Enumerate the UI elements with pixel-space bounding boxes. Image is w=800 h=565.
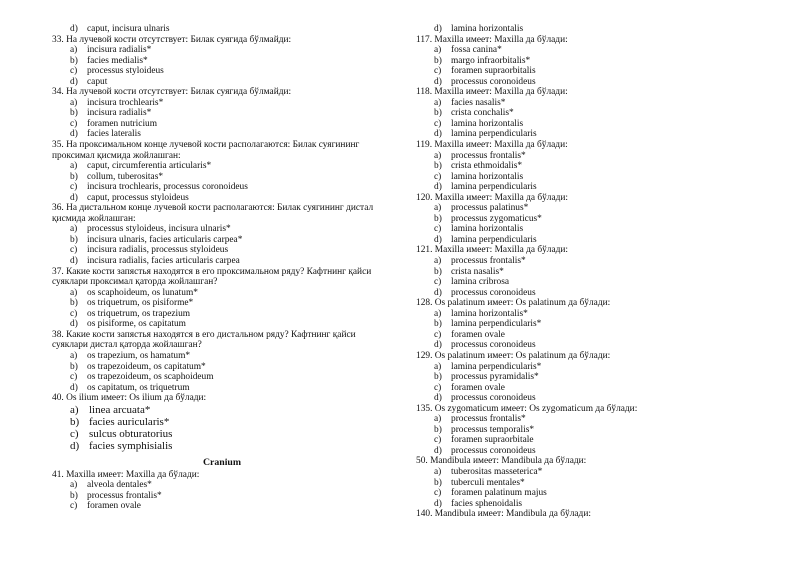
answer-option — [416, 235, 776, 246]
option-letter: a) — [70, 161, 78, 172]
answer-option — [52, 182, 392, 193]
option-letter: b) — [70, 171, 78, 182]
option-letter: c) — [70, 118, 78, 129]
answer-option — [52, 491, 392, 502]
option-letter: b) — [70, 108, 78, 119]
option-text: linea arcuata* — [89, 403, 151, 416]
option-letter: d) — [434, 498, 442, 509]
answer-option — [416, 267, 776, 278]
option-text: facies lateralis — [87, 129, 141, 140]
option-letter: a) — [434, 414, 442, 425]
option-letter: d) — [70, 382, 78, 393]
option-text: foramen ovale — [451, 329, 505, 340]
answer-option — [52, 245, 392, 256]
question-text: 129. Os palatinum имеет: Os palatinum да бўлади: — [416, 350, 611, 361]
option-letter: b) — [434, 372, 442, 383]
option-letter: a) — [70, 97, 78, 108]
option-letter: d) — [434, 234, 442, 245]
option-text: alveola dentales* — [87, 480, 152, 491]
option-letter: c) — [70, 245, 78, 256]
answer-option — [52, 224, 392, 235]
option-text: os scaphoideum, os lunatum* — [87, 287, 198, 298]
answer-option — [416, 383, 776, 394]
answer-option — [52, 256, 392, 267]
option-letter: a) — [70, 45, 78, 56]
option-text: processus frontalis* — [451, 414, 526, 425]
option-letter: d) — [70, 24, 78, 34]
answer-option — [416, 161, 776, 172]
section-heading: Cranium — [202, 456, 242, 468]
option-text: fossa canina* — [451, 45, 502, 56]
option-letter: a) — [434, 466, 442, 477]
option-text: incisura trochlearis, processus coronoideus — [87, 182, 248, 193]
option-letter: c) — [70, 427, 79, 440]
question-text: 38. Какие кости запястья находятся в его дистальном ряду? Кафтнинг қайси суяклари дистал қаторда жойлашган? — [52, 329, 356, 351]
answer-option — [416, 66, 776, 77]
question-text: 37. Какие кости запястья находятся в его проксимальном ряду? Кафтнинг қайси суяклари проксимал қаторда жойлашган? — [52, 266, 372, 288]
answer-option — [52, 66, 392, 77]
question-text: 33. На лучевой кости отсутствует: Билак суягида бўлмайди: — [52, 34, 292, 45]
option-letter: b) — [434, 477, 442, 488]
answer-option — [52, 440, 392, 452]
option-text: margo infraorbitalis* — [451, 55, 531, 66]
answer-option — [52, 383, 392, 394]
answer-option — [416, 330, 776, 341]
option-text: os triquetrum, os pisiforme* — [87, 298, 194, 309]
answer-option — [416, 56, 776, 67]
option-text: processus styloideus — [87, 66, 164, 77]
option-letter: a) — [70, 224, 78, 235]
answer-option — [416, 224, 776, 235]
option-letter: c) — [434, 382, 442, 393]
answer-option — [52, 309, 392, 320]
answer-option — [416, 24, 776, 35]
option-text: facies symphisialis — [89, 439, 173, 452]
option-letter: d) — [70, 439, 80, 452]
option-letter: b) — [70, 55, 78, 66]
option-letter: c) — [434, 66, 442, 77]
question-text: 36. На дистальном конце лучевой кости располагаются: Билак суягининг дистал қисмида жойлашган: — [52, 203, 374, 224]
option-text: processus coronoideus — [451, 287, 536, 298]
option-letter: d) — [434, 287, 442, 298]
answer-option — [52, 480, 392, 491]
answer-option — [416, 467, 776, 478]
option-text: os trapezoideum, os scaphoideum — [87, 372, 214, 383]
option-letter: c) — [434, 171, 442, 182]
option-text: os trapezoideum, os capitatum* — [87, 361, 206, 372]
option-letter: a) — [70, 350, 78, 361]
option-text: lamina perpendicularis — [451, 234, 537, 245]
option-text: processus zygomaticus* — [451, 213, 542, 224]
answer-option — [416, 393, 776, 404]
answer-option — [416, 288, 776, 299]
option-text: foramen nutricium — [87, 118, 158, 129]
option-letter: c) — [434, 488, 442, 499]
left-column — [52, 24, 392, 512]
option-letter: d) — [70, 192, 78, 203]
option-letter: b) — [434, 108, 442, 119]
question-text: 35. На проксимальном конце лучевой кости располагаются: Билак суягининг проксимал қисмида жойлашган: — [52, 140, 360, 161]
option-text: incisura radialis* — [87, 108, 152, 119]
question-text: 40. Os ilium имеет: Os ilium да бўлади: — [52, 393, 207, 404]
answer-option — [52, 416, 392, 428]
option-letter: c) — [70, 66, 78, 77]
question-text: 140. Mandibula имеет: Mandibula да бўлади: — [416, 509, 591, 520]
option-text: lamina perpendicularis — [451, 182, 537, 193]
option-letter: a) — [434, 150, 442, 161]
answer-option — [416, 214, 776, 225]
option-text: facies nasalis* — [451, 97, 506, 108]
right-column — [416, 24, 776, 520]
option-text: lamina horizontalis — [451, 171, 524, 182]
answer-option — [416, 108, 776, 119]
answer-option — [416, 319, 776, 330]
option-letter: b) — [70, 298, 78, 309]
option-letter: b) — [434, 55, 442, 66]
answer-option — [52, 193, 392, 204]
option-text: caput, incisura ulnaris — [87, 24, 170, 34]
option-letter: c) — [434, 329, 442, 340]
answer-option — [52, 501, 392, 512]
answer-option — [52, 362, 392, 373]
answer-option — [416, 129, 776, 140]
option-text: facies auricularis* — [89, 415, 170, 428]
option-letter: c) — [70, 372, 78, 383]
option-letter: a) — [434, 361, 442, 372]
option-letter: d) — [70, 256, 78, 267]
option-letter: c) — [70, 182, 78, 193]
option-letter: d) — [434, 445, 442, 456]
answer-option — [416, 425, 776, 436]
answer-option — [52, 129, 392, 140]
option-letter: d) — [434, 129, 442, 140]
option-text: foramen ovale — [87, 501, 141, 512]
option-letter: b) — [434, 266, 442, 277]
answer-option — [416, 182, 776, 193]
answer-option — [52, 77, 392, 88]
answer-option — [416, 151, 776, 162]
option-letter: b) — [434, 161, 442, 172]
answer-option — [416, 45, 776, 56]
answer-option — [416, 414, 776, 425]
option-letter: a) — [70, 287, 78, 298]
answer-option — [416, 488, 776, 499]
option-text: tuberositas masseterica* — [451, 466, 543, 477]
answer-option — [416, 203, 776, 214]
option-letter: a) — [70, 403, 79, 416]
option-text: crista ethmoidalis* — [451, 161, 523, 172]
option-text: lamina horizontalis* — [451, 308, 528, 319]
option-letter: b) — [70, 234, 78, 245]
option-text: crista nasalis* — [451, 266, 504, 277]
answer-option — [52, 172, 392, 183]
option-letter: c) — [434, 224, 442, 235]
answer-option — [416, 362, 776, 373]
option-text: processus coronoideus — [451, 340, 536, 351]
answer-option — [52, 108, 392, 119]
question-text: 119. Maxilla имеет: Maxilla да бўлади: — [416, 140, 568, 151]
option-text: processus coronoideus — [451, 393, 536, 404]
option-text: facies medialis* — [87, 55, 148, 66]
option-text: processus frontalis* — [451, 150, 526, 161]
answer-option — [52, 428, 392, 440]
question-text: 121. Maxilla имеет: Maxilla да бўлади: — [416, 245, 569, 256]
option-text: caput, circumferentia articularis* — [87, 161, 212, 172]
question-text: 41. Maxilla имеет: Maxilla да бўлади: — [52, 469, 200, 480]
question-text: 118. Maxilla имеет: Maxilla да бўлади: — [416, 87, 568, 98]
answer-option — [52, 45, 392, 56]
option-text: crista conchalis* — [451, 108, 514, 119]
answer-option — [416, 119, 776, 130]
option-text: processus palatinus* — [451, 203, 529, 214]
answer-option — [52, 404, 392, 416]
answer-option — [416, 446, 776, 457]
answer-option — [52, 161, 392, 172]
answer-option — [52, 372, 392, 383]
option-text: processus temporalis* — [451, 424, 535, 435]
option-text: processus styloideus, incisura ulnaris* — [87, 224, 231, 235]
option-letter: d) — [70, 319, 78, 330]
option-text: foramen supraorbitalis — [451, 66, 536, 77]
option-letter: c) — [434, 118, 442, 129]
question-text: 120. Maxilla имеет: Maxilla да бўлади: — [416, 192, 569, 203]
option-letter: a) — [434, 45, 442, 56]
option-text: caput — [87, 76, 108, 87]
option-text: sulcus obturatorius — [89, 427, 173, 440]
option-letter: d) — [434, 393, 442, 404]
option-text: lamina perpendicularis* — [451, 361, 542, 372]
option-letter: d) — [434, 182, 442, 193]
option-text: foramen ovale — [451, 382, 505, 393]
option-text: lamina cribrosa — [451, 277, 510, 288]
answer-option — [416, 340, 776, 351]
option-text: foramen supraorbitale — [451, 435, 534, 446]
option-text: incisura ulnaris, facies articularis carpea* — [87, 234, 243, 245]
answer-option — [416, 256, 776, 267]
option-text: lamina perpendicularis* — [451, 319, 542, 330]
answer-option — [52, 235, 392, 246]
answer-option — [52, 119, 392, 130]
answer-option — [52, 98, 392, 109]
option-letter: b) — [70, 361, 78, 372]
answer-option — [416, 98, 776, 109]
option-text: processus frontalis* — [451, 256, 526, 267]
answer-option — [416, 77, 776, 88]
option-text: lamina horizontalis — [451, 224, 524, 235]
answer-option — [52, 24, 392, 35]
option-text: processus coronoideus — [451, 445, 536, 456]
answer-option — [52, 319, 392, 330]
option-text: incisura radialis* — [87, 45, 152, 56]
option-text: incisura radialis, facies articularis carpea — [87, 256, 240, 267]
option-text: os triquetrum, os trapezium — [87, 308, 191, 319]
option-text: lamina perpendicularis — [451, 129, 537, 140]
option-letter: d) — [434, 76, 442, 87]
answer-option — [416, 172, 776, 183]
answer-option — [52, 298, 392, 309]
option-text: tuberculi mentales* — [451, 477, 525, 488]
answer-option — [416, 372, 776, 383]
option-text: os pisiforme, os capitatum — [87, 319, 186, 330]
option-letter: a) — [70, 480, 78, 491]
option-text: incisura trochlearis* — [87, 97, 164, 108]
answer-option — [416, 309, 776, 320]
option-text: os capitatum, os triquetrum — [87, 382, 190, 393]
option-letter: a) — [434, 203, 442, 214]
option-letter: b) — [70, 490, 78, 501]
option-text: processus frontalis* — [87, 490, 162, 501]
answer-option — [416, 277, 776, 288]
option-letter: b) — [434, 213, 442, 224]
option-letter: b) — [434, 319, 442, 330]
option-letter: d) — [434, 24, 442, 34]
option-letter: c) — [70, 501, 78, 512]
question-text: 50. Mandibula имеет: Mandibula да бўлади: — [416, 456, 587, 467]
option-letter: a) — [434, 97, 442, 108]
option-text: foramen palatinum majus — [451, 488, 547, 499]
question-text: 135. Os zygomaticum имеет: Os zygomaticum да бўлади: — [416, 403, 638, 414]
option-letter: d) — [70, 76, 78, 87]
option-letter: d) — [434, 340, 442, 351]
answer-option — [416, 499, 776, 510]
option-text: incisura radialis, processus styloideus — [87, 245, 229, 256]
question-text: 34. На лучевой кости отсутствует: Билак суягида бўлмайди: — [52, 87, 292, 98]
option-letter: a) — [434, 256, 442, 267]
option-text: processus pyramidalis* — [451, 372, 539, 383]
option-text: caput, processus styloideus — [87, 192, 189, 203]
option-letter: c) — [434, 277, 442, 288]
question-text: 128. Os palatinum имеет: Os palatinum да бўлади: — [416, 298, 611, 309]
option-text: facies sphenoidalis — [451, 498, 523, 509]
option-text: lamina horizontalis — [451, 24, 524, 34]
answer-option — [52, 56, 392, 67]
answer-option — [416, 478, 776, 489]
option-text: lamina horizontalis — [451, 118, 524, 129]
option-letter: b) — [70, 415, 80, 428]
option-letter: a) — [434, 308, 442, 319]
option-text: os trapezium, os hamatum* — [87, 350, 191, 361]
question-text: 117. Maxilla имеет: Maxilla да бўлади: — [416, 34, 568, 45]
option-letter: d) — [70, 129, 78, 140]
answer-option — [52, 351, 392, 362]
answer-option — [416, 435, 776, 446]
option-letter: b) — [434, 424, 442, 435]
option-text: processus coronoideus — [451, 76, 536, 87]
option-letter: c) — [434, 435, 442, 446]
answer-option — [52, 288, 392, 299]
option-letter: c) — [70, 308, 78, 319]
option-text: collum, tuberositas* — [87, 171, 164, 182]
